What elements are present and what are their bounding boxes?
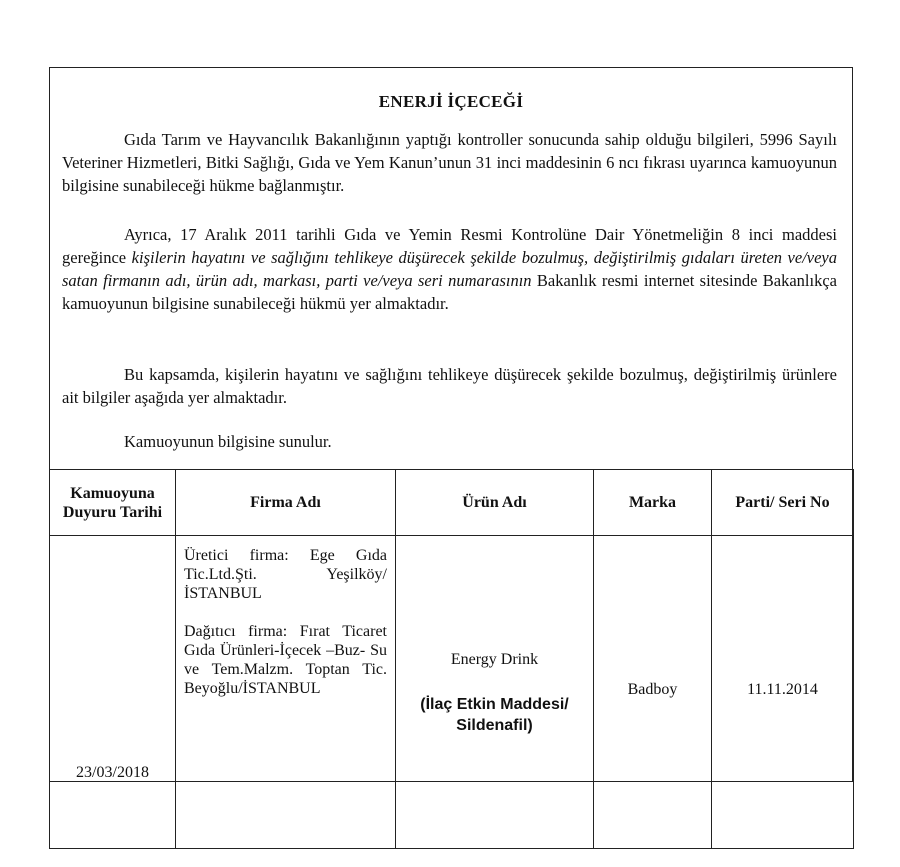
brand-value: Badboy <box>627 681 678 698</box>
header-lot: Parti/ Seri No <box>712 470 854 536</box>
header-firm: Firma Adı <box>176 470 396 536</box>
cell-firm <box>176 536 396 849</box>
paragraph-regulation-start: Ayrıca, 17 Aralık 2011 tarihli Gıda ve Yemin Resmi Kontrolüne Dair Yönetmeliğin 8 inci maddesi gereğince <box>62 225 837 267</box>
header-brand: Marka <box>594 470 712 536</box>
table-header-row <box>50 470 854 536</box>
cell-brand <box>594 536 712 849</box>
table-row <box>50 536 854 849</box>
header-date: Kamuoyuna Duyuru Tarihi <box>50 470 176 536</box>
cell-lot <box>712 536 854 849</box>
cell-product <box>396 536 594 849</box>
paragraph-legal-basis: Gıda Tarım ve Hayvancılık Bakanlığının yaptığı kontroller sonucunda sahip olduğu bilgileri, 5996 Sayılı Veteriner Hizmetleri, Bitki Sağlığı, Gıda ve Yem Kanun’unun 31 inci maddesinin 6 ncı fıkrası uyarınca kamuoyunun bilgisine sunabileceği hükme bağlanmıştır. <box>62 130 837 195</box>
paragraph-regulation <box>62 223 837 315</box>
cell-date: 23/03/2018 <box>50 536 176 849</box>
document-title: ENERJİ İÇECEĞİ <box>378 92 524 111</box>
producer-firm: Üretici firma: Ege Gıda Tic.Ltd.Şti. Yeşilköy/İSTANBUL <box>184 547 387 602</box>
paragraph-regulation-end: Bakanlık resmi internet sitesinde Bakanlıkça kamuoyunun bilgisine sunabileceği hükmü yer almaktadır. <box>62 271 837 313</box>
products-table <box>49 469 854 849</box>
paragraph-notice: Kamuoyunun bilgisine sunulur. <box>124 432 332 451</box>
paragraph-scope: Bu kapsamda, kişilerin hayatını ve sağlığını tehlikeye düşürecek şekilde bozulmuş, değiştirilmiş ürünlere ait bilgiler aşağıda yer almaktadır. <box>62 365 837 407</box>
lot-value: 11.11.2014 <box>747 681 818 698</box>
active-substance: (İlaç Etkin Maddesi/ Sildenafil) <box>420 695 569 734</box>
paragraph-regulation-italic: kişilerin hayatını ve sağlığını tehlikeye düşürecek şekilde bozulmuş, değiştirilmiş gıdaları üreten ve/veya satan firmanın adı, ürün adı, markası, parti ve/veya seri numarasının <box>62 248 838 290</box>
distributor-firm: Dağıtıcı firma: Fırat Ticaret Gıda Ürünleri-İçecek –Buz- Su ve Tem.Malzm. Toptan Tic. Beyoğlu/İSTANBUL <box>184 623 387 697</box>
announcement-frame <box>49 67 853 782</box>
header-product: Ürün Adı <box>396 470 594 536</box>
product-name: Energy Drink <box>450 650 539 668</box>
